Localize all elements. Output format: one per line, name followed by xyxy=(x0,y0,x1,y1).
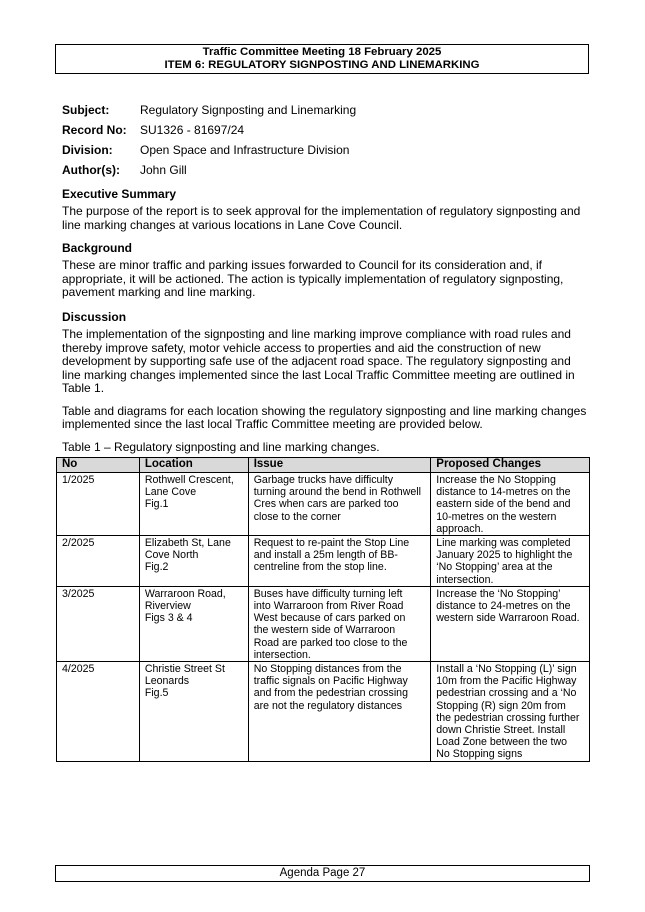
cell-line: Warraroon Road, xyxy=(144,587,226,600)
cell-issue xyxy=(248,586,431,661)
cell-line: approach. xyxy=(436,522,484,535)
meta-authors xyxy=(62,160,356,180)
meta-value: John Gill xyxy=(140,163,187,177)
signposting-changes-table xyxy=(56,457,590,762)
cell-line: close to the corner xyxy=(253,510,341,523)
cell-line: and install a 25m length of BB- xyxy=(253,549,398,562)
section-heading: Executive Summary xyxy=(62,187,177,201)
table-caption: Table 1 – Regulatory signposting and line marking changes. xyxy=(62,439,380,454)
cell-line: Request to re-paint the Stop Line xyxy=(253,537,410,550)
cell-line: Increase the No Stopping xyxy=(436,474,556,486)
cell-proposed-changes xyxy=(431,662,590,762)
cell-no: 1/2025 xyxy=(57,473,140,536)
cell-line: traffic signals on Pacific Highway xyxy=(253,675,408,688)
cell-line: eastern side of the bend and xyxy=(436,498,571,511)
cell-line: and from the pedestrian crossing xyxy=(253,687,408,700)
meta-key: Subject: xyxy=(62,103,110,117)
cell-line: Load Zone between the two xyxy=(436,736,568,749)
section-heading: Background xyxy=(62,241,133,255)
section-paragraph: Table and diagrams for each location showing the regulatory signposting and line marking changes implemented since the last local Traffic Committee meeting are provided below. xyxy=(62,403,587,431)
cell-proposed-changes xyxy=(431,586,590,661)
cell-location xyxy=(139,586,248,661)
cell-no: 4/2025 xyxy=(57,662,140,762)
cell-line: Rothwell Crescent, xyxy=(144,474,234,486)
column-header-no: No xyxy=(57,458,140,473)
cell-location xyxy=(139,473,248,536)
cell-line: No Stopping distances from the xyxy=(253,663,402,676)
cell-line: ‘No Stopping’ area at the xyxy=(436,561,553,574)
cell-line: pedestrian crossing and a ‘No xyxy=(436,687,577,700)
cell-line: turning around the bend in Rothwell xyxy=(253,486,421,499)
cell-location xyxy=(139,662,248,762)
cell-line: Buses have difficulty turning left xyxy=(253,587,403,600)
cell-line: Christie Street St xyxy=(144,663,225,676)
cell-line: Lane Cove xyxy=(144,486,197,499)
cell-line: intersection. xyxy=(253,648,311,661)
meta-record-no xyxy=(62,120,356,140)
cell-line: the western side of Warraroon xyxy=(253,624,396,637)
cell-line: Elizabeth St, Lane xyxy=(144,537,231,550)
table-header-row xyxy=(57,458,590,473)
cell-line: Figs 3 & 4 xyxy=(144,612,193,625)
cell-proposed-changes xyxy=(431,473,590,536)
cell-issue xyxy=(248,473,431,536)
background-section xyxy=(62,241,592,300)
cell-line: Fig.5 xyxy=(144,687,169,700)
section-paragraph: These are minor traffic and parking issues forwarded to Council for its consideration and, if appropriate, it will be actioned. The action is typically implementation of regulatory signposting, pavement marking and line marking. xyxy=(62,258,564,299)
cell-no: 3/2025 xyxy=(57,586,140,661)
cell-line: January 2025 to highlight the xyxy=(436,549,573,562)
cell-line: Fig.1 xyxy=(144,498,169,511)
cell-issue xyxy=(248,662,431,762)
cell-line: Increase the ‘No Stopping’ xyxy=(436,587,561,600)
table-row xyxy=(57,662,590,762)
column-header-proposed-changes: Proposed Changes xyxy=(431,458,590,473)
page-header-box xyxy=(55,44,589,74)
cell-line: Cres when cars are parked too xyxy=(253,498,399,511)
cell-line: Road are parked too close to the xyxy=(253,636,408,649)
discussion-section xyxy=(62,310,592,454)
cell-line: down Christie Street. Install xyxy=(436,724,566,737)
meta-key: Author(s): xyxy=(62,163,120,177)
cell-location xyxy=(139,536,248,587)
section-paragraph: The implementation of the signposting and line marking improve compliance with road rules and thereby improve safety, motor vehicle access to properties and aid the construction of new development by supporting safe use of the adjacent road space. The regulatory signposting and line marking changes implemented since the last Local Traffic Committee meeting are outlined in Table 1. xyxy=(62,327,575,395)
cell-line: distance to 24-metres on the xyxy=(436,600,571,613)
cell-line: West because of cars parked on xyxy=(253,612,406,625)
cell-no: 2/2025 xyxy=(57,536,140,587)
cell-line: 10-metres on the western xyxy=(436,510,557,523)
page-footer: Agenda Page 27 xyxy=(55,865,590,882)
meta-value: SU1326 - 81697/24 xyxy=(140,123,245,137)
cell-line: Line marking was completed xyxy=(436,537,571,550)
meta-value: Regulatory Signposting and Linemarking xyxy=(140,103,357,117)
section-heading: Discussion xyxy=(62,310,127,324)
report-metadata xyxy=(62,100,356,180)
cell-line: centreline from the stop line. xyxy=(253,561,387,574)
cell-line: No Stopping signs xyxy=(436,748,523,761)
cell-proposed-changes xyxy=(431,536,590,587)
cell-line: Riverview xyxy=(144,600,191,613)
cell-line: distance to 14-metres on the xyxy=(436,486,571,499)
table-row xyxy=(57,473,590,536)
cell-issue xyxy=(248,536,431,587)
cell-line: Cove North xyxy=(144,549,199,562)
cell-line: western side Warraroon Road. xyxy=(436,612,580,625)
meta-division xyxy=(62,140,356,160)
meta-key: Record No: xyxy=(62,123,127,137)
cell-line: Fig.2 xyxy=(144,561,169,574)
cell-line: are not the regulatory distances xyxy=(253,699,403,712)
cell-line: Stopping (R) sign 20m from xyxy=(436,699,566,712)
meta-key: Division: xyxy=(62,143,113,157)
executive-summary-section xyxy=(62,187,592,232)
table-row xyxy=(57,536,590,587)
meta-value: Open Space and Infrastructure Division xyxy=(140,143,350,157)
cell-line: Install a ‘No Stopping (L)’ sign xyxy=(436,663,577,676)
cell-line: 10m from the Pacific Highway xyxy=(436,675,577,688)
column-header-location: Location xyxy=(139,458,248,473)
table-row xyxy=(57,586,590,661)
cell-line: into Warraroon from River Road xyxy=(253,600,404,613)
cell-line: intersection. xyxy=(436,573,494,586)
column-header-issue: Issue xyxy=(248,458,431,473)
cell-line: Garbage trucks have difficulty xyxy=(253,474,394,486)
meta-subject xyxy=(62,100,356,120)
section-paragraph: The purpose of the report is to seek approval for the implementation of regulatory signposting and line marking changes at various locations in Lane Cove Council. xyxy=(62,204,581,232)
item-title: ITEM 6: REGULATORY SIGNPOSTING AND LINEMARKING xyxy=(164,59,480,71)
cell-line: the pedestrian crossing further xyxy=(436,711,580,724)
meeting-title: Traffic Committee Meeting 18 February 2025 xyxy=(202,46,442,58)
cell-line: Leonards xyxy=(144,675,190,688)
